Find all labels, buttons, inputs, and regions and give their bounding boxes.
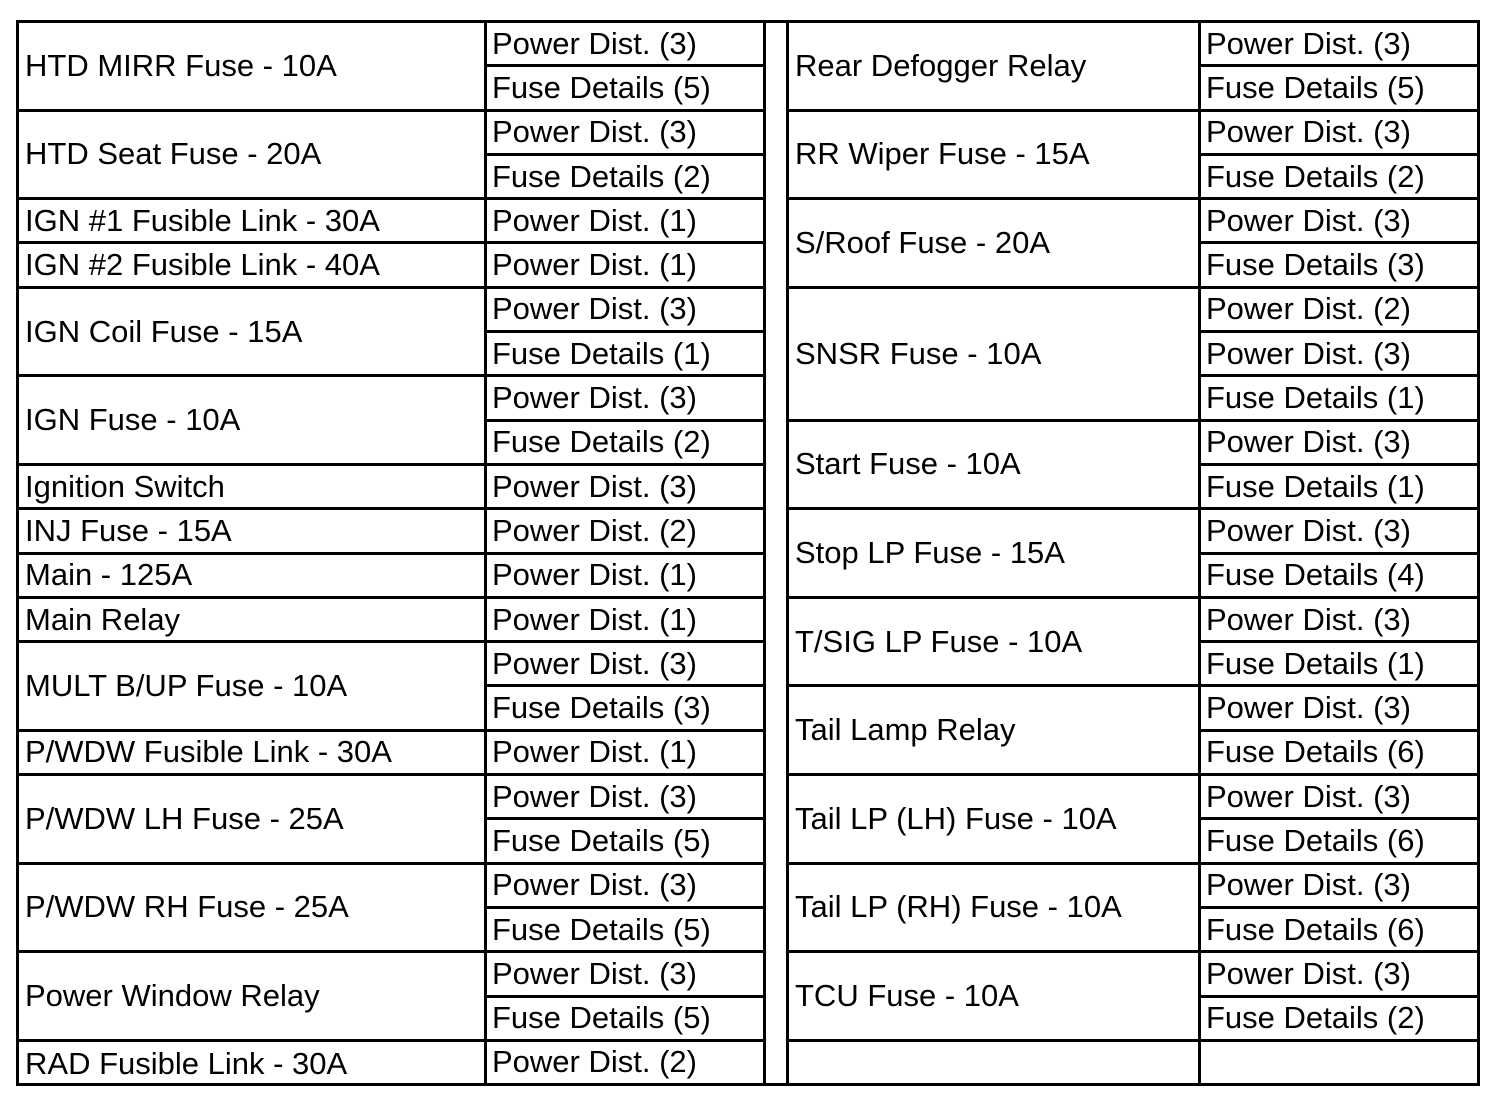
component-name: IGN #2 Fusible Link - 40A <box>25 247 380 283</box>
reference-link[interactable]: Fuse Details (2) <box>492 158 711 194</box>
index-table <box>16 20 1480 1086</box>
component-name: IGN Coil Fuse - 15A <box>25 313 303 349</box>
reference-link[interactable]: Fuse Details (5) <box>492 1000 711 1036</box>
table-row <box>19 953 763 1042</box>
reference-cell <box>1198 953 1477 1039</box>
reference-link[interactable]: Fuse Details (2) <box>1206 1000 1425 1036</box>
left-column-table <box>19 23 763 1086</box>
component-name: SNSR Fuse - 10A <box>795 335 1042 371</box>
table-row <box>19 112 763 201</box>
reference-cell <box>484 510 763 551</box>
table-row <box>789 865 1477 954</box>
component-name: Stop LP Fuse - 15A <box>795 535 1065 571</box>
reference-link[interactable]: Fuse Details (1) <box>1206 380 1425 416</box>
component-name: Power Window Relay <box>25 978 320 1014</box>
reference-cell <box>1198 510 1477 596</box>
reference-cell <box>484 289 763 375</box>
reference-link[interactable]: Fuse Details (2) <box>1206 158 1425 194</box>
reference-link[interactable]: Power Dist. (1) <box>492 734 697 770</box>
table-row <box>19 244 763 288</box>
reference-link[interactable]: Fuse Details (1) <box>1206 468 1425 504</box>
reference-link[interactable]: Power Dist. (3) <box>487 776 763 820</box>
reference-link[interactable]: Power Dist. (3) <box>1201 23 1477 67</box>
table-row <box>789 23 1477 112</box>
reference-link[interactable]: Power Dist. (2) <box>1201 289 1477 333</box>
reference-cell <box>1198 289 1477 419</box>
reference-cell <box>1198 112 1477 198</box>
reference-link[interactable]: Power Dist. (1) <box>492 247 697 283</box>
reference-link[interactable]: Power Dist. (3) <box>1201 953 1477 997</box>
table-row <box>19 200 763 244</box>
reference-link[interactable]: Fuse Details (5) <box>1206 69 1425 105</box>
table-row <box>19 289 763 378</box>
table-row <box>19 1042 763 1086</box>
reference-link[interactable]: Power Dist. (3) <box>487 289 763 333</box>
reference-link[interactable]: Fuse Details (4) <box>1206 557 1425 593</box>
reference-link[interactable]: Power Dist. (3) <box>487 23 763 67</box>
reference-cell <box>484 1042 763 1086</box>
component-name: IGN Fuse - 10A <box>25 402 241 438</box>
reference-link[interactable]: Power Dist. (3) <box>1201 422 1477 466</box>
component-name: P/WDW RH Fuse - 25A <box>25 889 349 925</box>
reference-cell <box>484 466 763 507</box>
reference-cell <box>1198 23 1477 109</box>
table-row <box>789 776 1477 865</box>
reference-link[interactable]: Power Dist. (3) <box>492 468 697 504</box>
reference-cell <box>484 776 763 862</box>
reference-link[interactable]: Power Dist. (2) <box>492 512 697 548</box>
reference-link[interactable]: Power Dist. (3) <box>487 112 763 156</box>
reference-link[interactable]: Power Dist. (3) <box>487 377 763 421</box>
reference-link[interactable]: Fuse Details (6) <box>1206 911 1425 947</box>
reference-link[interactable]: Fuse Details (3) <box>492 690 711 726</box>
table-row <box>789 422 1477 511</box>
reference-link[interactable]: Power Dist. (3) <box>1201 599 1477 643</box>
reference-cell <box>484 244 763 285</box>
reference-link[interactable]: Fuse Details (6) <box>1206 822 1425 858</box>
component-name: T/SIG LP Fuse - 10A <box>795 623 1083 659</box>
reference-link[interactable] <box>1201 1042 1477 1083</box>
component-name: Main - 125A <box>25 557 193 593</box>
right-column-table <box>789 23 1477 1086</box>
table-row <box>19 466 763 510</box>
reference-link[interactable]: Fuse Details (2) <box>492 424 711 460</box>
component-name: INJ Fuse - 15A <box>25 512 232 548</box>
component-name: Main Relay <box>25 601 181 637</box>
component-name: TCU Fuse - 10A <box>795 978 1019 1014</box>
reference-link[interactable]: Fuse Details (1) <box>1206 645 1425 681</box>
reference-link[interactable]: Fuse Details (6) <box>1206 734 1425 770</box>
table-row <box>19 510 763 554</box>
reference-cell <box>1198 776 1477 862</box>
reference-cell <box>1198 200 1477 286</box>
component-name: IGN #1 Fusible Link - 30A <box>25 202 380 238</box>
table-row <box>789 599 1477 688</box>
reference-cell <box>484 555 763 596</box>
component-name: Start Fuse - 10A <box>795 446 1021 482</box>
reference-cell <box>1198 422 1477 508</box>
reference-cell <box>484 599 763 640</box>
reference-link[interactable]: Power Dist. (3) <box>487 865 763 909</box>
reference-cell <box>484 865 763 951</box>
reference-link[interactable]: Power Dist. (3) <box>1201 776 1477 820</box>
reference-link[interactable]: Power Dist. (3) <box>1201 865 1477 909</box>
table-row <box>19 555 763 599</box>
table-row <box>789 112 1477 201</box>
component-name: S/Roof Fuse - 20A <box>795 224 1051 260</box>
reference-cell <box>1198 599 1477 685</box>
component-name: Tail LP (RH) Fuse - 10A <box>795 889 1122 925</box>
reference-cell <box>484 643 763 729</box>
reference-cell <box>484 953 763 1039</box>
reference-link[interactable]: Power Dist. (3) <box>1201 200 1477 244</box>
reference-link[interactable]: Power Dist. (3) <box>1201 510 1477 554</box>
reference-link[interactable]: Power Dist. (3) <box>487 643 763 687</box>
table-row <box>789 289 1477 422</box>
reference-link[interactable]: Power Dist. (3) <box>1201 687 1477 731</box>
component-name: HTD Seat Fuse - 20A <box>25 136 322 172</box>
reference-link[interactable]: Fuse Details (5) <box>492 911 711 947</box>
reference-cell <box>1198 865 1477 951</box>
reference-cell <box>1198 687 1477 773</box>
component-name: P/WDW Fusible Link - 30A <box>25 734 392 770</box>
component-name: HTD MIRR Fuse - 10A <box>25 47 337 83</box>
reference-link[interactable]: Power Dist. (1) <box>492 557 697 593</box>
component-name <box>789 1042 1195 1086</box>
component-name: Tail Lamp Relay <box>795 712 1016 748</box>
table-row <box>789 1042 1477 1086</box>
reference-link[interactable]: Fuse Details (3) <box>1206 247 1425 283</box>
table-row <box>19 23 763 112</box>
table-row <box>789 687 1477 776</box>
reference-link[interactable]: Power Dist. (3) <box>487 953 763 997</box>
reference-cell <box>484 23 763 109</box>
table-row <box>19 377 763 466</box>
table-row <box>19 865 763 954</box>
component-name: MULT B/UP Fuse - 10A <box>25 667 348 703</box>
table-row <box>789 953 1477 1042</box>
component-name: Rear Defogger Relay <box>795 47 1087 83</box>
reference-cell <box>484 200 763 241</box>
reference-link[interactable]: Power Dist. (3) <box>1201 112 1477 156</box>
reference-cell <box>484 377 763 463</box>
reference-link[interactable]: Power Dist. (3) <box>1201 333 1477 377</box>
table-row <box>19 643 763 732</box>
reference-link[interactable]: Fuse Details (1) <box>492 335 711 371</box>
reference-link[interactable]: Power Dist. (1) <box>492 601 697 637</box>
reference-link[interactable]: Power Dist. (2) <box>492 1044 697 1080</box>
component-name: RR Wiper Fuse - 15A <box>795 136 1090 172</box>
table-row <box>19 599 763 643</box>
reference-cell <box>1198 1042 1477 1086</box>
column-divider-left <box>763 23 766 1083</box>
table-row <box>789 510 1477 599</box>
table-row <box>19 776 763 865</box>
component-name: Tail LP (LH) Fuse - 10A <box>795 800 1117 836</box>
reference-link[interactable]: Fuse Details (5) <box>492 69 711 105</box>
reference-cell <box>484 112 763 198</box>
reference-cell <box>484 732 763 773</box>
component-name: P/WDW LH Fuse - 25A <box>25 800 344 836</box>
component-name: RAD Fusible Link - 30A <box>25 1045 348 1081</box>
table-row <box>789 200 1477 289</box>
table-row <box>19 732 763 776</box>
reference-link[interactable]: Fuse Details (5) <box>492 822 711 858</box>
component-name: Ignition Switch <box>25 468 225 504</box>
reference-link[interactable]: Power Dist. (1) <box>492 202 697 238</box>
